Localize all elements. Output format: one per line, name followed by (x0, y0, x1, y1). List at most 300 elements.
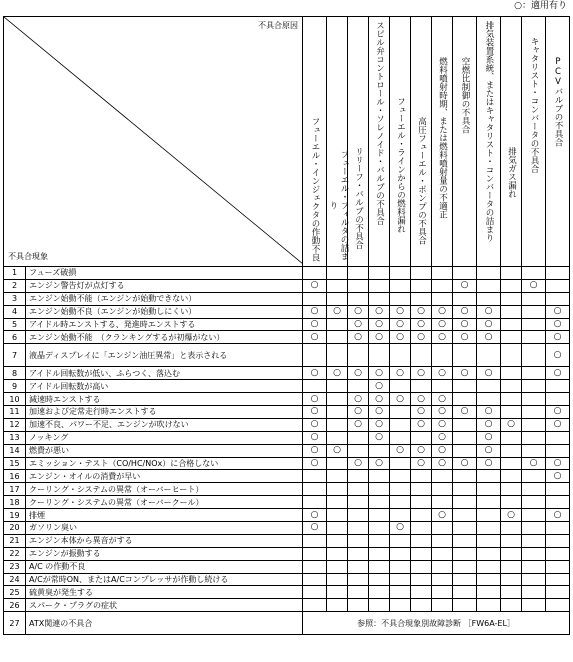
symptom-row (4, 305, 570, 318)
row-number: 3 (4, 292, 26, 305)
symptom-text: アイドル時エンストする、発進時エンストする (26, 318, 303, 331)
matrix-cell (477, 470, 501, 483)
symptom-row (4, 267, 570, 280)
symptom-text: エミッション・テスト（CO/HC/NOx）に合格しない (26, 457, 303, 470)
applicable-mark: ○ (369, 393, 390, 406)
symptom-text: 加速および定常走行時エンストする (26, 406, 303, 419)
matrix-cell (522, 318, 546, 331)
matrix-cell (453, 267, 477, 280)
matrix-cell (477, 344, 501, 367)
matrix-cell (453, 418, 477, 431)
matrix-cell (369, 573, 390, 586)
matrix-cell (390, 560, 411, 573)
applicable-mark: ○ (546, 318, 570, 331)
symptom-row (4, 318, 570, 331)
matrix-cell (432, 586, 453, 599)
matrix-cell (546, 444, 570, 457)
matrix-cell (453, 599, 477, 612)
matrix-cell (546, 279, 570, 292)
applicable-mark: ○ (546, 406, 570, 419)
applicable-mark: ○ (348, 305, 369, 318)
applicable-mark: ○ (369, 305, 390, 318)
matrix-cell (501, 267, 522, 280)
matrix-cell (369, 470, 390, 483)
matrix-cell (432, 279, 453, 292)
row-number: 21 (4, 534, 26, 547)
applicable-mark: ○ (546, 344, 570, 367)
applicable-mark: ○ (411, 457, 432, 470)
matrix-cell (390, 534, 411, 547)
matrix-cell (546, 547, 570, 560)
applicable-mark: ○ (390, 331, 411, 344)
symptom-row (4, 344, 570, 367)
applicable-mark: ○ (303, 509, 327, 522)
matrix-cell (411, 573, 432, 586)
symptom-text: 液晶ディスプレイに「エンジン油圧異常」と表示される (26, 344, 303, 367)
matrix-cell (348, 509, 369, 522)
matrix-cell (369, 534, 390, 547)
matrix-cell (390, 267, 411, 280)
matrix-cell (477, 509, 501, 522)
matrix-cell (522, 483, 546, 496)
matrix-cell (390, 344, 411, 367)
matrix-cell (327, 279, 348, 292)
matrix-cell (546, 483, 570, 496)
row-number: 11 (4, 406, 26, 419)
matrix-cell (546, 522, 570, 535)
matrix-cell (453, 393, 477, 406)
matrix-cell (303, 534, 327, 547)
applicable-mark: ○ (390, 367, 411, 380)
row-number: 8 (4, 367, 26, 380)
symptom-row (4, 367, 570, 380)
matrix-cell (327, 534, 348, 547)
matrix-cell (303, 483, 327, 496)
matrix-cell (303, 573, 327, 586)
matrix-cell (390, 292, 411, 305)
applicable-mark: ○ (501, 509, 522, 522)
matrix-cell (522, 406, 546, 419)
matrix-cell (522, 522, 546, 535)
matrix-cell (522, 367, 546, 380)
matrix-cell (327, 331, 348, 344)
matrix-cell (411, 279, 432, 292)
applicable-mark: ○ (501, 418, 522, 431)
row-number: 26 (4, 599, 26, 612)
applicable-mark: ○ (546, 470, 570, 483)
symptom-text: エンジン本体から異音がする (26, 534, 303, 547)
symptom-row (4, 279, 570, 292)
matrix-cell (477, 560, 501, 573)
matrix-cell (303, 599, 327, 612)
applicable-mark: ○ (546, 418, 570, 431)
applicable-mark: ○ (390, 522, 411, 535)
matrix-cell (522, 380, 546, 393)
applicable-mark: ○ (327, 444, 348, 457)
matrix-cell (411, 599, 432, 612)
cause-label: 排気ガス漏れ (506, 147, 517, 198)
symptom-row (4, 522, 570, 535)
applicable-mark: ○ (432, 431, 453, 444)
applicable-mark: ○ (546, 305, 570, 318)
matrix-cell (546, 292, 570, 305)
cause-column-header (453, 17, 477, 267)
symptom-text: ノッキング (26, 431, 303, 444)
matrix-cell (522, 586, 546, 599)
applicable-mark: ○ (303, 418, 327, 431)
matrix-cell (501, 393, 522, 406)
matrix-cell (369, 279, 390, 292)
matrix-cell (327, 522, 348, 535)
matrix-cell (453, 344, 477, 367)
matrix-cell (432, 267, 453, 280)
applicable-mark: ○ (369, 331, 390, 344)
applicable-mark: ○ (453, 318, 477, 331)
matrix-cell (327, 560, 348, 573)
cause-column-header (501, 17, 522, 267)
matrix-cell (327, 470, 348, 483)
matrix-cell (432, 522, 453, 535)
applicable-mark: ○ (432, 457, 453, 470)
matrix-cell (303, 547, 327, 560)
matrix-cell (501, 305, 522, 318)
matrix-cell (327, 496, 348, 509)
matrix-cell (348, 573, 369, 586)
matrix-cell (522, 444, 546, 457)
symptom-text: エンジン始動不能 （クランキングするが初爆がない） (26, 331, 303, 344)
applicable-mark: ○ (432, 406, 453, 419)
applicable-mark: ○ (432, 305, 453, 318)
symptom-text: アイドル回転数が高い (26, 380, 303, 393)
cause-column-header (432, 17, 453, 267)
matrix-cell (303, 380, 327, 393)
symptom-text: ガソリン臭い (26, 522, 303, 535)
applicable-mark: ○ (348, 406, 369, 419)
matrix-cell (327, 344, 348, 367)
symptom-row (4, 470, 570, 483)
matrix-cell (369, 496, 390, 509)
matrix-cell (501, 522, 522, 535)
matrix-cell (411, 586, 432, 599)
row-number: 9 (4, 380, 26, 393)
matrix-cell (522, 267, 546, 280)
applicable-mark: ○ (477, 331, 501, 344)
symptom-text: A/C の作動不良 (26, 560, 303, 573)
applicable-mark: ○ (390, 318, 411, 331)
matrix-cell (546, 586, 570, 599)
symptom-text: エンジン始動不能（エンジンが始動できない） (26, 292, 303, 305)
applicable-mark: ○ (390, 393, 411, 406)
row-number: 20 (4, 522, 26, 535)
header-diagonal-cell (4, 17, 303, 267)
matrix-cell (477, 483, 501, 496)
applicable-mark: ○ (432, 418, 453, 431)
matrix-cell (477, 380, 501, 393)
symptom-text: アイドル回転数が低い、ふらつく、落込む (26, 367, 303, 380)
matrix-cell (453, 573, 477, 586)
matrix-cell (327, 573, 348, 586)
row-number: 25 (4, 586, 26, 599)
matrix-cell (453, 483, 477, 496)
matrix-cell (522, 547, 546, 560)
applicable-mark: ○ (522, 457, 546, 470)
symptom-cause-matrix (3, 16, 570, 635)
matrix-cell (501, 331, 522, 344)
applicable-mark: ○ (303, 305, 327, 318)
matrix-cell (501, 318, 522, 331)
cause-column-header (327, 17, 348, 267)
matrix-cell (432, 344, 453, 367)
applicable-mark: ○ (477, 457, 501, 470)
matrix-cell (432, 534, 453, 547)
matrix-cell (411, 431, 432, 444)
matrix-cell (453, 444, 477, 457)
applicable-mark: ○ (477, 418, 501, 431)
matrix-cell (390, 470, 411, 483)
cause-column-header (522, 17, 546, 267)
symptom-text: クーリング・システムの異常（オーバークール） (26, 496, 303, 509)
symptom-row (4, 599, 570, 612)
matrix-cell (348, 586, 369, 599)
symptom-row (4, 331, 570, 344)
row-number: 22 (4, 547, 26, 560)
matrix-cell (327, 267, 348, 280)
matrix-cell (390, 586, 411, 599)
matrix-cell (477, 279, 501, 292)
applicable-mark: ○ (303, 331, 327, 344)
matrix-cell (327, 547, 348, 560)
matrix-cell (390, 599, 411, 612)
row-number: 12 (4, 418, 26, 431)
symptom-row (4, 560, 570, 573)
matrix-cell (522, 496, 546, 509)
symptom-row (4, 406, 570, 419)
matrix-cell (477, 267, 501, 280)
matrix-cell (432, 380, 453, 393)
row-number: 13 (4, 431, 26, 444)
matrix-cell (369, 344, 390, 367)
symptom-text: 排煙 (26, 509, 303, 522)
symptom-row (4, 418, 570, 431)
applicable-mark: ○ (369, 380, 390, 393)
row-number: 10 (4, 393, 26, 406)
applicable-mark: ○ (303, 444, 327, 457)
applicable-mark: ○ (432, 318, 453, 331)
row-number: 24 (4, 573, 26, 586)
applicable-mark: ○ (369, 457, 390, 470)
matrix-cell (501, 496, 522, 509)
applicable-mark: ○ (369, 367, 390, 380)
matrix-cell (477, 496, 501, 509)
cause-column-header (369, 17, 390, 267)
applicable-mark: ○ (411, 331, 432, 344)
symptom-row (4, 292, 570, 305)
matrix-cell (411, 267, 432, 280)
matrix-cell (546, 534, 570, 547)
matrix-cell (369, 292, 390, 305)
symptom-row (4, 509, 570, 522)
row-number: 2 (4, 279, 26, 292)
applicable-mark: ○ (453, 457, 477, 470)
matrix-cell (522, 509, 546, 522)
applicable-mark: ○ (477, 406, 501, 419)
applicable-mark: ○ (546, 367, 570, 380)
matrix-cell (522, 560, 546, 573)
matrix-cell (522, 344, 546, 367)
matrix-cell (432, 599, 453, 612)
applicable-mark: ○ (453, 406, 477, 419)
cause-column-header (390, 17, 411, 267)
applicable-mark: ○ (453, 331, 477, 344)
matrix-cell (303, 292, 327, 305)
cause-label: 空燃比制御の不具合 (460, 57, 470, 134)
matrix-cell (522, 393, 546, 406)
applicable-mark: ○ (546, 457, 570, 470)
matrix-cell (546, 393, 570, 406)
matrix-cell (327, 431, 348, 444)
symptom-row (4, 496, 570, 509)
cause-label: リリーフ・バルブの不具合 (353, 147, 364, 249)
matrix-cell (501, 431, 522, 444)
applicable-mark: ○ (477, 305, 501, 318)
matrix-cell (501, 534, 522, 547)
applicable-mark: ○ (411, 305, 432, 318)
matrix-cell (501, 599, 522, 612)
matrix-cell (327, 393, 348, 406)
matrix-cell (411, 292, 432, 305)
matrix-cell (411, 547, 432, 560)
matrix-cell (348, 483, 369, 496)
matrix-cell (453, 380, 477, 393)
matrix-cell (348, 470, 369, 483)
matrix-cell (348, 344, 369, 367)
matrix-cell (411, 560, 432, 573)
matrix-cell (546, 560, 570, 573)
applicable-mark: ○ (369, 431, 390, 444)
matrix-cell (327, 318, 348, 331)
symptom-row (4, 393, 570, 406)
matrix-cell (390, 509, 411, 522)
symptom-row (4, 380, 570, 393)
matrix-cell (546, 380, 570, 393)
matrix-cell (522, 573, 546, 586)
header-row (4, 17, 570, 267)
matrix-cell (501, 344, 522, 367)
matrix-cell (369, 483, 390, 496)
symptom-text: フューズ破損 (26, 267, 303, 280)
applicable-mark: ○ (303, 367, 327, 380)
applicable-mark: ○ (303, 457, 327, 470)
matrix-cell (477, 292, 501, 305)
matrix-cell (369, 444, 390, 457)
applicable-mark: ○ (369, 418, 390, 431)
matrix-cell (453, 496, 477, 509)
symptom-row (4, 586, 570, 599)
matrix-cell (501, 457, 522, 470)
applicable-mark: ○ (432, 331, 453, 344)
applicable-mark: ○ (477, 431, 501, 444)
symptom-row (4, 444, 570, 457)
matrix-cell (522, 534, 546, 547)
matrix-cell (369, 560, 390, 573)
row-number: 5 (4, 318, 26, 331)
matrix-cell (501, 292, 522, 305)
symptom-text: エンジン始動不良（エンジンが始動しにくい） (26, 305, 303, 318)
applicable-mark: ○ (348, 331, 369, 344)
cause-label: キャタリスト・コンバータの不具合 (529, 37, 539, 173)
symptom-text: クーリング・システムの異常（オーバーヒート） (26, 483, 303, 496)
matrix-cell (453, 522, 477, 535)
cause-column-header (477, 17, 501, 267)
matrix-cell (390, 380, 411, 393)
cause-label: フューエル・フィルタの詰まり (328, 150, 349, 261)
matrix-cell (390, 457, 411, 470)
matrix-cell (303, 560, 327, 573)
matrix-cell (501, 406, 522, 419)
applicable-mark: ○ (348, 457, 369, 470)
applicable-mark: ○ (327, 305, 348, 318)
matrix-cell (546, 267, 570, 280)
symptom-row (4, 612, 570, 635)
matrix-cell (432, 483, 453, 496)
symptom-text: A/Cが常時ON、またはA/Cコンプレッサが作動し続ける (26, 573, 303, 586)
matrix-cell (522, 331, 546, 344)
matrix-cell (453, 534, 477, 547)
matrix-cell (477, 599, 501, 612)
matrix-cell (369, 547, 390, 560)
matrix-cell (348, 496, 369, 509)
matrix-cell (327, 599, 348, 612)
cause-label: スピル弁コントロール・ソレノイド・バルブの不具合 (374, 21, 385, 225)
symptom-text: 燃費が悪い (26, 444, 303, 457)
matrix-cell (546, 573, 570, 586)
row-number: 17 (4, 483, 26, 496)
applicable-mark: ○ (432, 509, 453, 522)
matrix-cell (501, 586, 522, 599)
applicable-mark: ○ (453, 279, 477, 292)
matrix-cell (369, 586, 390, 599)
matrix-cell (501, 547, 522, 560)
symptom-text: エンジン・オイルの消費が早い (26, 470, 303, 483)
matrix-cell (522, 470, 546, 483)
matrix-cell (411, 483, 432, 496)
matrix-cell (390, 483, 411, 496)
applicable-mark: ○ (432, 444, 453, 457)
matrix-cell (501, 380, 522, 393)
applicable-mark: ○ (348, 318, 369, 331)
matrix-cell (501, 470, 522, 483)
matrix-cell (432, 573, 453, 586)
symptom-text: 硫黄臭が発生する (26, 586, 303, 599)
matrix-cell (477, 586, 501, 599)
matrix-cell (411, 496, 432, 509)
applicable-mark: ○ (327, 367, 348, 380)
matrix-cell (348, 380, 369, 393)
applicable-mark: ○ (390, 444, 411, 457)
applicable-mark: ○ (432, 367, 453, 380)
applicable-mark: ○ (453, 367, 477, 380)
matrix-cell (522, 292, 546, 305)
matrix-cell (522, 305, 546, 318)
applicable-mark: ○ (303, 406, 327, 419)
symptom-row (4, 534, 570, 547)
matrix-cell (501, 573, 522, 586)
matrix-cell (411, 380, 432, 393)
row-number: 7 (4, 344, 26, 367)
cause-column-header (546, 17, 570, 267)
applicable-mark: ○ (477, 444, 501, 457)
matrix-cell (390, 279, 411, 292)
